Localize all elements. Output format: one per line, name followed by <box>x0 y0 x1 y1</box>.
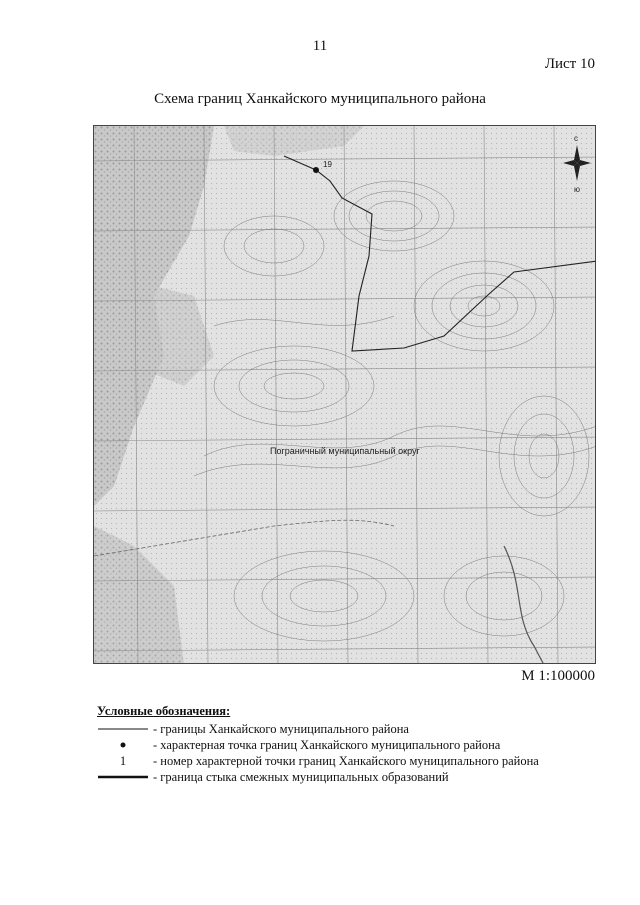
map-title: Схема границ Ханкайского муниципального района <box>154 91 486 107</box>
compass-south-label: ю <box>574 185 580 194</box>
legend-title: Условные обозначения: <box>97 704 231 718</box>
legend <box>97 704 539 785</box>
thick-line-icon <box>97 775 149 779</box>
legend-item <box>97 721 539 737</box>
map-scale: М 1:100000 <box>521 668 595 684</box>
region-label: Пограничный муниципальный округ <box>270 446 420 456</box>
thin-line-icon <box>97 727 149 731</box>
legend-item-text: - граница стыка смежных муниципальных образований <box>153 769 449 784</box>
point-dot-icon <box>97 741 149 749</box>
legend-item-text: - границы Ханкайского муниципального района <box>153 721 409 736</box>
boundary-point-label: 19 <box>323 160 332 169</box>
legend-item <box>97 737 539 753</box>
legend-item-text: - номер характерной точки границ Ханкайского муниципального района <box>153 753 539 768</box>
point-number-symbol: 1 <box>119 753 127 768</box>
legend-item-text: - характерная точка границ Ханкайского муниципального района <box>153 737 501 752</box>
topographic-map <box>93 125 596 664</box>
compass-north-label: с <box>574 134 578 143</box>
sheet-label: Лист 10 <box>544 56 595 72</box>
legend-item <box>97 753 539 769</box>
legend-item <box>97 769 539 785</box>
page-number: 11 <box>312 38 328 54</box>
